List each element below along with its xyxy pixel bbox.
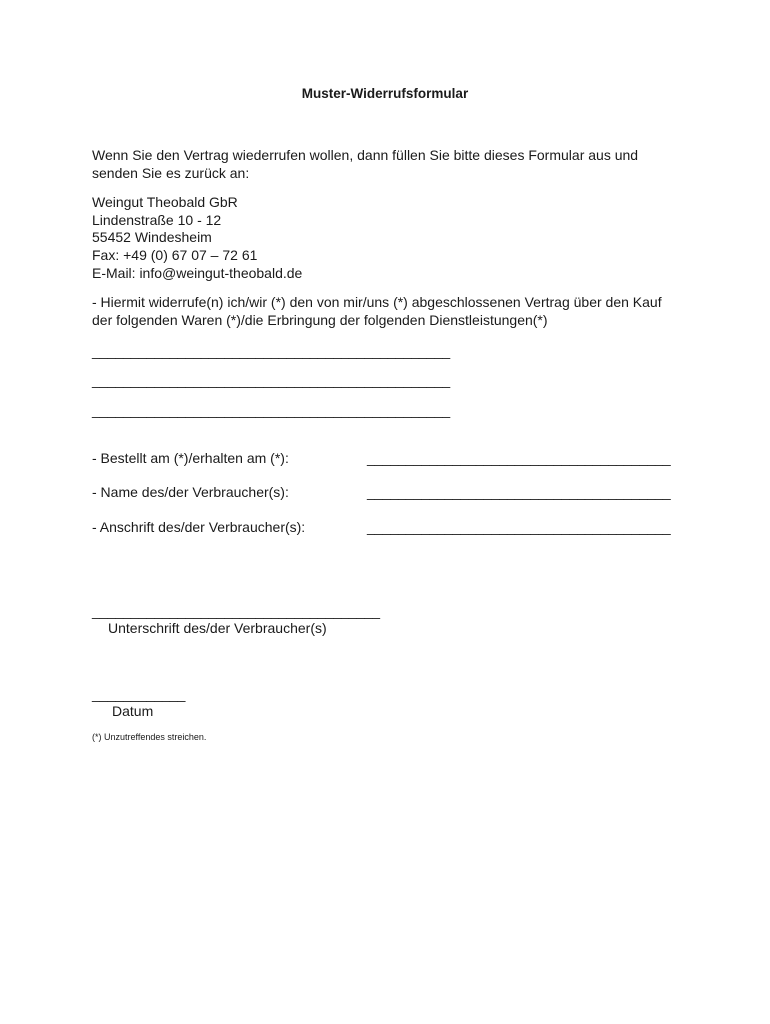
order-date-label: - Bestellt am (*)/erhalten am (*): (92, 450, 289, 466)
intro-line-1: Wenn Sie den Vertrag wiederrufen wollen, dann füllen Sie bitte dieses Formular aus und (92, 147, 639, 163)
form-title: Muster-Widerrufsformular (301, 86, 469, 101)
consumer-address-label: - Anschrift des/der Verbraucher(s): (92, 519, 306, 535)
consumer-name-line: _______________________________________ (367, 484, 671, 500)
signature-caption: Unterschrift des/der Verbraucher(s) (108, 620, 327, 636)
goods-line-3: ______________________________________________ (92, 402, 451, 418)
consumer-address-line: _______________________________________ (367, 519, 671, 535)
recipient-city: 55452 Windesheim (92, 229, 212, 245)
recipient-name: Weingut Theobald GbR (92, 194, 238, 210)
date-line: ____________ (92, 686, 186, 702)
recipient-street: Lindenstraße 10 - 12 (92, 212, 222, 228)
statement-line-2: der folgenden Waren (*)/die Erbringung der folgenden Dienstleistungen(*) (92, 312, 548, 328)
date-caption: Datum (112, 703, 154, 719)
intro-line-2: senden Sie es zurück an: (92, 165, 250, 181)
recipient-email: E-Mail: info@weingut-theobald.de (92, 265, 303, 281)
order-date-line: _______________________________________ (367, 450, 671, 466)
footnote: (*) Unzutreffendes streichen. (92, 732, 207, 742)
statement-line-1: - Hiermit widerrufe(n) ich/wir (*) den von mir/uns (*) abgeschlossenen Vertrag über den Kauf (92, 294, 662, 310)
goods-line-2: ______________________________________________ (92, 372, 451, 388)
consumer-name-label: - Name des/der Verbraucher(s): (92, 484, 289, 500)
signature-line: _____________________________________ (92, 603, 381, 619)
goods-line-1: ______________________________________________ (92, 343, 451, 359)
recipient-fax: Fax: +49 (0) 67 07 – 72 61 (92, 247, 258, 263)
